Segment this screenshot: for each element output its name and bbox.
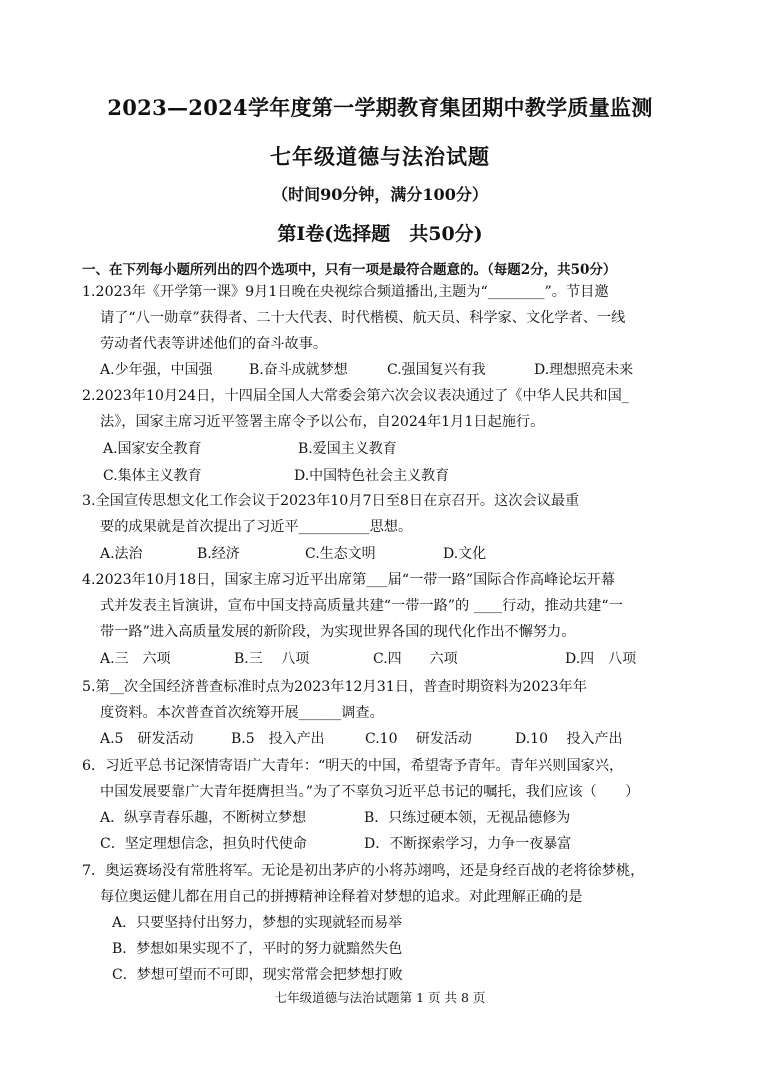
question-4-option-a: A.三 六项 — [100, 651, 171, 667]
question-1-option-c: C.强国复兴有我 — [387, 362, 486, 378]
question-5-option-a: A.5 研发活动 — [100, 731, 194, 747]
question-2-option-a: A.国家安全教育 — [103, 441, 202, 457]
question-6-option-a: A．纵享青春乐趣，不断树立梦想 — [100, 810, 307, 826]
question-3-option-c: C.生态文明 — [305, 546, 376, 562]
part-title: 第Ⅰ卷(选择题 共50分) — [277, 223, 483, 245]
question-4-option-b: B.三 八项 — [234, 651, 310, 667]
time-note: （时间90分钟，满分100分） — [272, 185, 488, 204]
exam-subtitle: 七年级道德与法治试题 — [270, 144, 490, 169]
question-2-line-1: 2.2023年10月24日，十四届全国人大常委会第六次会议表决通过了《中华人民共和国_ — [82, 388, 629, 404]
question-7-option-c: C．梦想可望而不可即，现实常常会把梦想打败 — [112, 967, 403, 983]
question-3-line-1: 3.全国宣传思想文化工作会议于2023年10月7日至8日在京召开。这次会议最重 — [82, 493, 580, 509]
question-1-option-b: B.奋斗成就梦想 — [249, 362, 348, 378]
question-6-option-d: D．不断探索学习，力争一夜暴富 — [364, 836, 572, 852]
question-5-line-1: 5.第__次全国经济普查标准时点为2023年12月31日，普查时期资料为2023年年 — [82, 679, 587, 695]
question-2-option-d: D.中国特色社会主义教育 — [294, 468, 450, 484]
question-5-option-b: B.5 投入产出 — [231, 731, 325, 747]
question-3-option-d: D.文化 — [443, 546, 487, 562]
question-1-line-2: 请了“八一勋章”获得者、二十大代表、时代楷模、航天员、科学家、文化学者、一线 — [100, 310, 626, 326]
question-1-line-3: 劳动者代表等讲述他们的奋斗故事。 — [100, 336, 328, 352]
question-4-option-d: D.四 八项 — [565, 651, 637, 667]
question-6-option-c: C．坚定理想信念，担负时代使命 — [100, 836, 307, 852]
question-3-option-a: A.法治 — [100, 546, 143, 562]
page-footer: 七年级道德与法治试题第 1 页 共 8 页 — [274, 990, 486, 1005]
question-7-line-2: 每位奥运健儿都在用自己的拼搏精神诠释着对梦想的追求。对此理解正确的是 — [100, 889, 583, 905]
exam-title: 2023—2024学年度第一学期教育集团期中教学质量监测 — [107, 95, 653, 120]
question-6-option-b: B．只练过硬本领，无视品德修为 — [364, 810, 571, 826]
question-7-line-1: 7．奥运赛场没有常胜将军。无论是初出茅庐的小将苏翊鸣，还是身经百战的老将徐梦桃， — [82, 863, 645, 879]
section-instruction: 一、在下列每小题所列出的四个选项中，只有一项是最符合题意的。（每题2分，共50分） — [82, 262, 617, 278]
question-7-option-b: B．梦想如果实现不了，平时的努力就黯然失色 — [112, 941, 403, 957]
question-4-line-1: 4.2023年10月18日，国家主席习近平出席第___届“一带一路”国际合作高峰论坛开幕 — [82, 572, 615, 588]
question-5-line-2: 度资料。本次普查首次统筹开展______调查。 — [100, 705, 384, 721]
question-2-option-c: C.集体主义教育 — [103, 468, 202, 484]
question-4-option-c: C.四 六项 — [373, 651, 458, 667]
question-2-line-2: 法》，国家主席习近平签署主席令予以公布，自2024年1月1日起施行。 — [100, 414, 545, 430]
question-5-option-d: D.10 投入产出 — [515, 731, 623, 747]
question-6-line-2: 中国发展要靠广大青年挺膺担当。”为了不辜负习近平总书记的嘱托，我们应该（ ） — [100, 784, 640, 800]
question-5-option-c: C.10 研发活动 — [365, 731, 472, 747]
question-4-line-3: 带一路”进入高质量发展的新阶段，为实现世界各国的现代化作出不懈努力。 — [100, 624, 576, 640]
question-1-option-a: A.少年强，中国强 — [100, 362, 213, 378]
question-6-line-1: 6．习近平总书记深情寄语广大青年：“明天的中国，希望寄予青年。青年兴则国家兴， — [82, 758, 624, 774]
question-3-option-b: B.经济 — [197, 546, 240, 562]
question-1-line-1: 1.2023年《开学第一课》9月1日晚在央视综合频道播出,主题为“________”。节目邀 — [82, 284, 609, 300]
question-7-option-a: A．只要坚持付出努力，梦想的实现就轻而易举 — [112, 915, 403, 931]
question-1-option-d: D.理想照亮未来 — [534, 362, 634, 378]
question-4-line-2: 式并发表主旨演讲，宣布中国支持高质量共建“一带一路”的 ____行动，推动共建“一 — [100, 598, 623, 614]
question-2-option-b: B.爱国主义教育 — [298, 441, 397, 457]
question-3-line-2: 要的成果就是首次提出了习近平__________思想。 — [100, 519, 413, 535]
